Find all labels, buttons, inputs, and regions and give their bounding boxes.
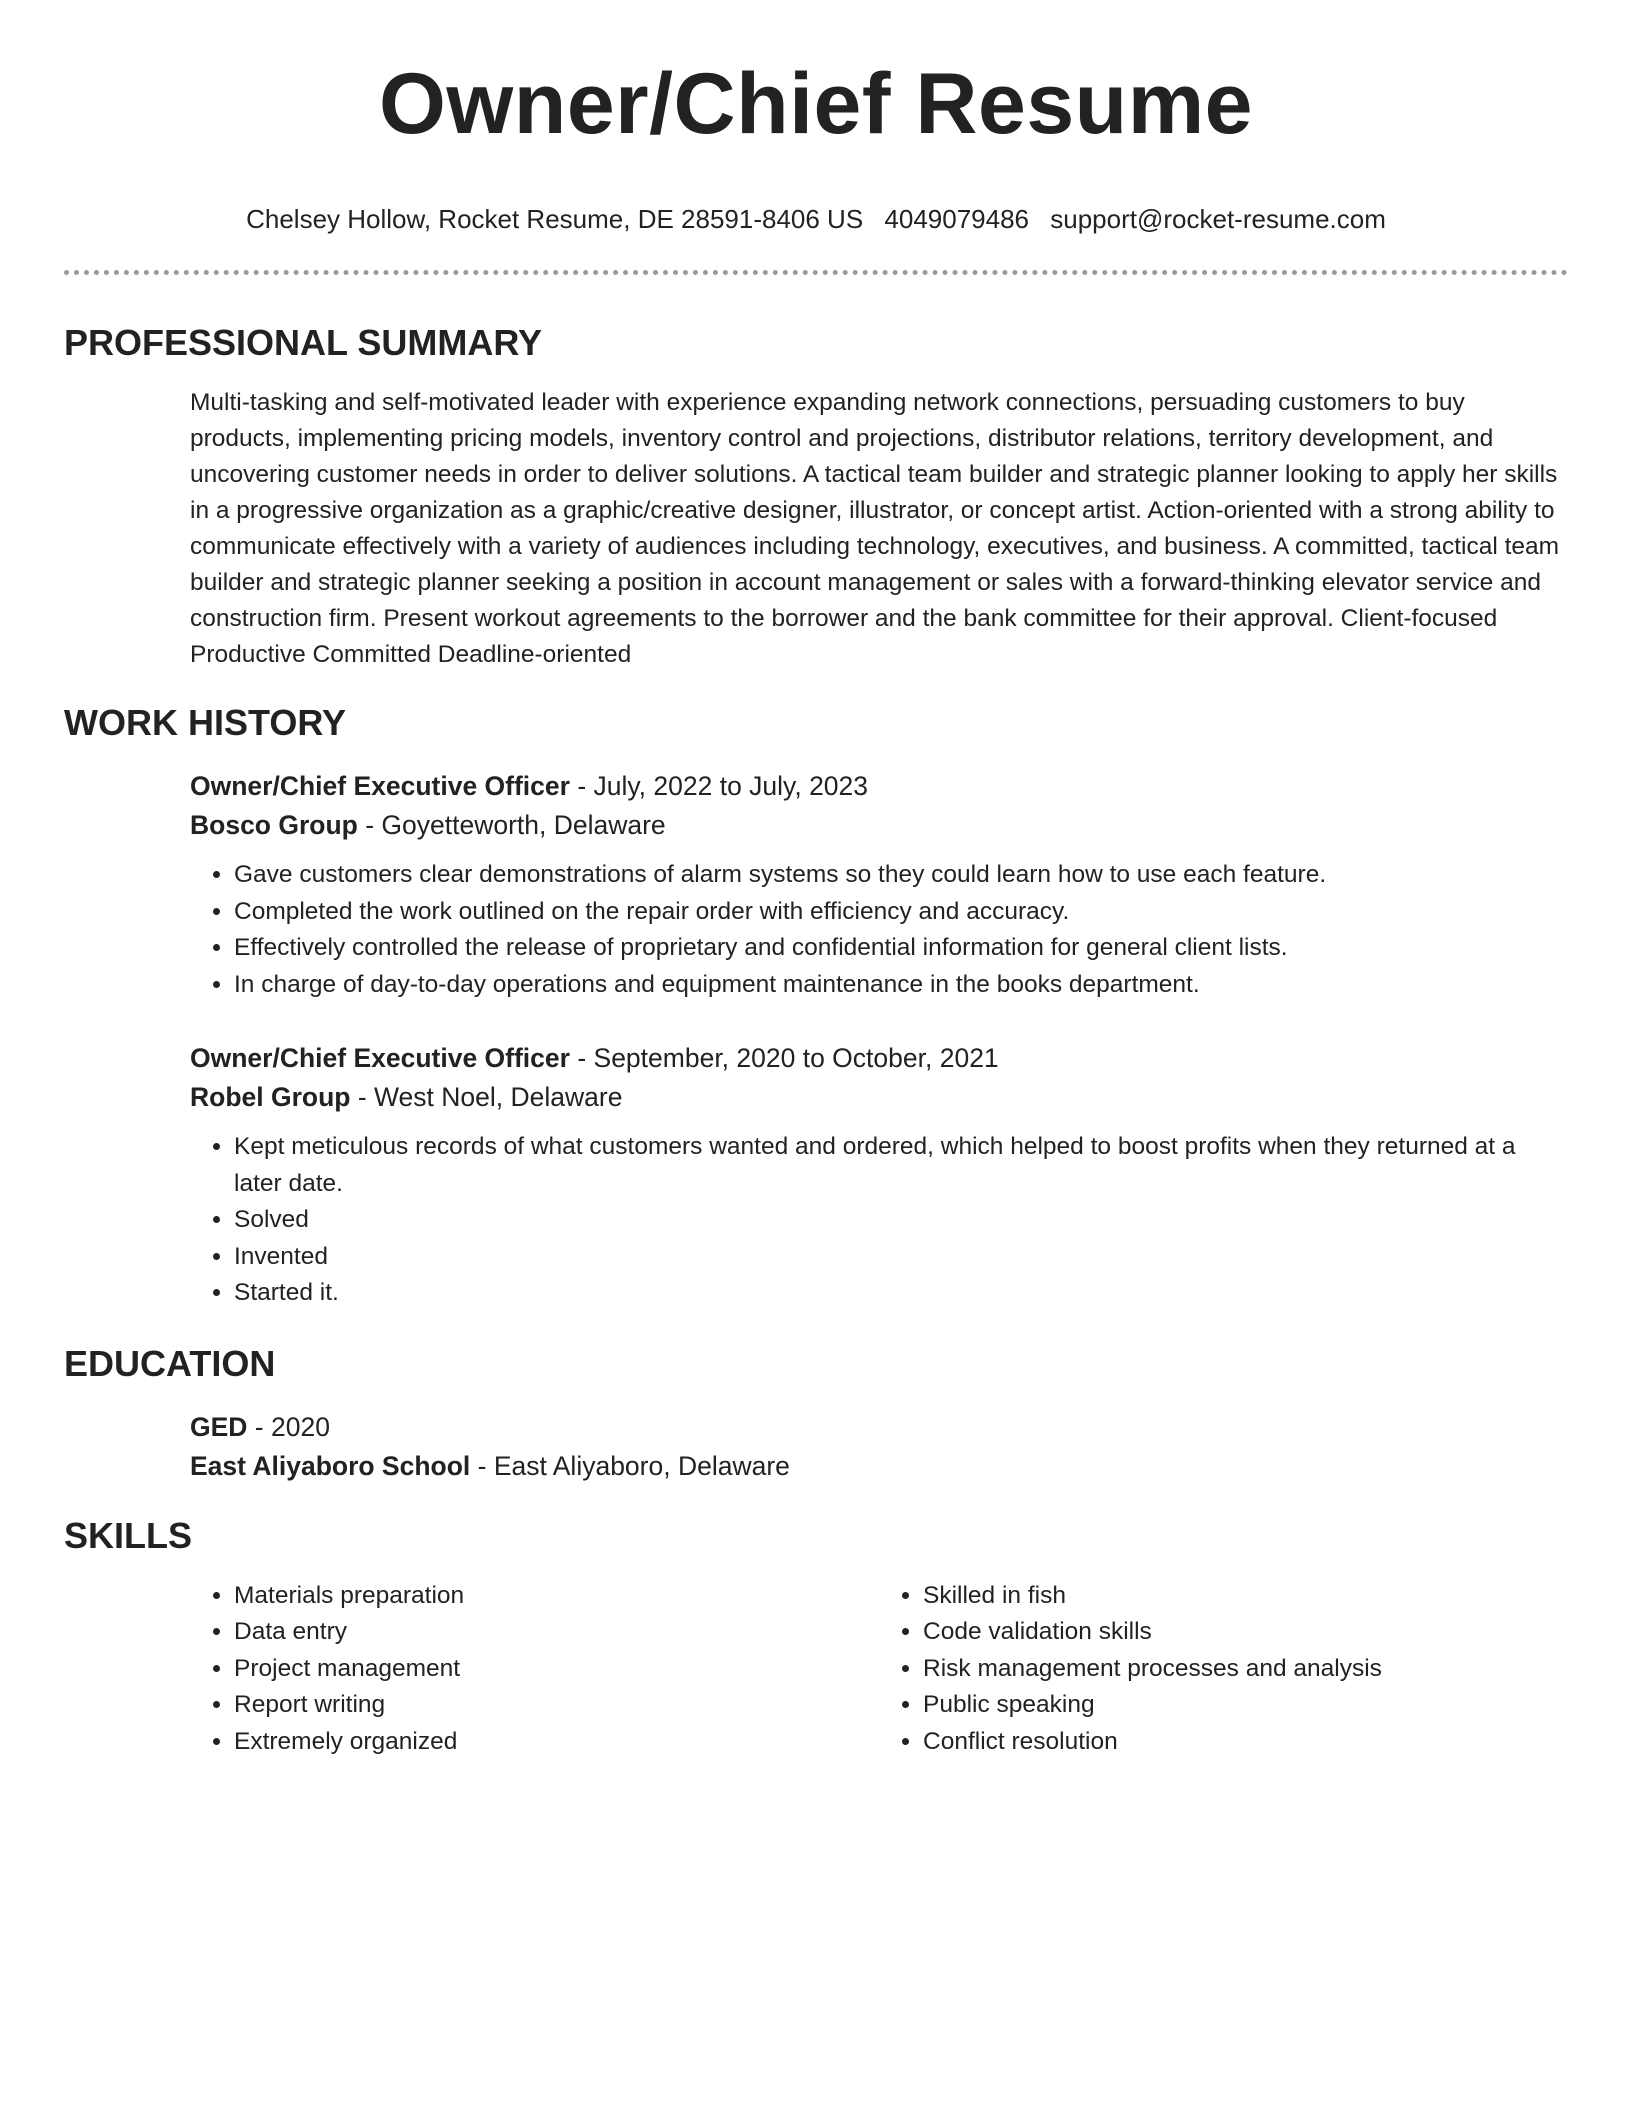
education-school-line — [190, 1447, 1568, 1486]
education-degree: GED — [190, 1411, 248, 1442]
job-company: Bosco Group — [190, 810, 358, 840]
section-title-education: EDUCATION — [64, 1342, 276, 1384]
section-title-skills: SKILLS — [64, 1514, 193, 1556]
job-dates: - September, 2020 to October, 2021 — [569, 1043, 999, 1073]
skill-item: • Materials preparation — [234, 1578, 879, 1615]
education-school: East Aliyaboro School — [190, 1450, 471, 1481]
skill-item: • Public speaking — [923, 1687, 1568, 1724]
job-company-line — [190, 1078, 1568, 1117]
education-entry — [64, 1408, 1568, 1486]
skills-list-left — [190, 1578, 879, 1761]
work-history-list — [64, 767, 1568, 1312]
education-location: - East Aliyaboro, Delaware — [470, 1450, 790, 1481]
job-bullet: • Started it. — [234, 1275, 1568, 1312]
job-role-line — [190, 1039, 1568, 1078]
section-title-work-history: WORK HISTORY — [64, 702, 347, 743]
job-company: Robel Group — [190, 1082, 351, 1112]
job-role-line — [190, 767, 1568, 806]
skill-item: • Code validation skills — [923, 1614, 1568, 1651]
job-role: Owner/Chief Executive Officer — [190, 771, 570, 801]
skill-item: • Extremely organized — [234, 1724, 879, 1761]
skill-item: • Data entry — [234, 1614, 879, 1651]
job-bullet: • Invented — [234, 1239, 1568, 1276]
job-entry — [190, 767, 1568, 1003]
job-location: - West Noel, Delaware — [350, 1082, 623, 1112]
job-bullet: • Gave customers clear demonstrations of alarm systems so they could learn how to use each feature. — [234, 857, 1568, 894]
contact-phone: 4049079486 — [884, 204, 1030, 234]
header-divider — [64, 270, 1568, 275]
skill-item: • Project management — [234, 1651, 879, 1688]
skill-item: • Report writing — [234, 1687, 879, 1724]
education-year: - 2020 — [247, 1411, 330, 1442]
job-company-line — [190, 806, 1568, 845]
job-bullet: • Effectively controlled the release of proprietary and confidential information for general client lists. — [234, 930, 1568, 967]
resume-title: Owner/Chief Resume — [379, 56, 1253, 152]
skill-item: • Conflict resolution — [923, 1724, 1568, 1761]
skill-item: • Risk management processes and analysis — [923, 1651, 1568, 1688]
job-role: Owner/Chief Executive Officer — [190, 1043, 570, 1073]
job-bullets — [190, 1129, 1568, 1312]
job-entry — [190, 1039, 1568, 1312]
job-bullet: • Kept meticulous records of what customers wanted and ordered, which helped to boost profits when they returned at a later date. — [234, 1129, 1568, 1202]
job-bullet: • Completed the work outlined on the repair order with efficiency and accuracy. — [234, 894, 1568, 931]
section-title-summary: PROFESSIONAL SUMMARY — [64, 322, 543, 363]
education-degree-line — [190, 1408, 1568, 1447]
skills-grid — [190, 1578, 1568, 1761]
summary-text: Multi-tasking and self-motivated leader with experience expanding network connections, persuading customers to buy products, implementing pricing models, inventory control and projections, distributor relations, territory development, and uncovering customer needs in order to deliver solutions. A tactical team builder and strategic planner looking to apply her skills in a progressive organization as a graphic/creative designer, illustrator, or concept artist. Action-oriented with a strong ability to communicate effectively with a variety of audiences including technology, executives, and business. A committed, tactical team builder and strategic planner seeking a position in account management or sales with a forward-thinking elevator service and construction firm. Present workout agreements to the borrower and the bank committee for their approval. Client-focused Productive Committed Deadline-oriented — [190, 389, 1560, 668]
skills-list-right — [879, 1578, 1568, 1761]
job-dates: - July, 2022 to July, 2023 — [569, 771, 869, 801]
contact-email: support@rocket-resume.com — [1050, 204, 1386, 234]
contact-line — [64, 202, 1568, 236]
job-bullets — [190, 857, 1568, 1003]
job-location: - Goyetteworth, Delaware — [357, 810, 666, 840]
job-bullet: • In charge of day-to-day operations and equipment maintenance in the books department. — [234, 967, 1568, 1004]
skill-item: • Skilled in fish — [923, 1578, 1568, 1615]
job-bullet: • Solved — [234, 1202, 1568, 1239]
contact-address: Chelsey Hollow, Rocket Resume, DE 28591-8406 US — [246, 204, 864, 234]
